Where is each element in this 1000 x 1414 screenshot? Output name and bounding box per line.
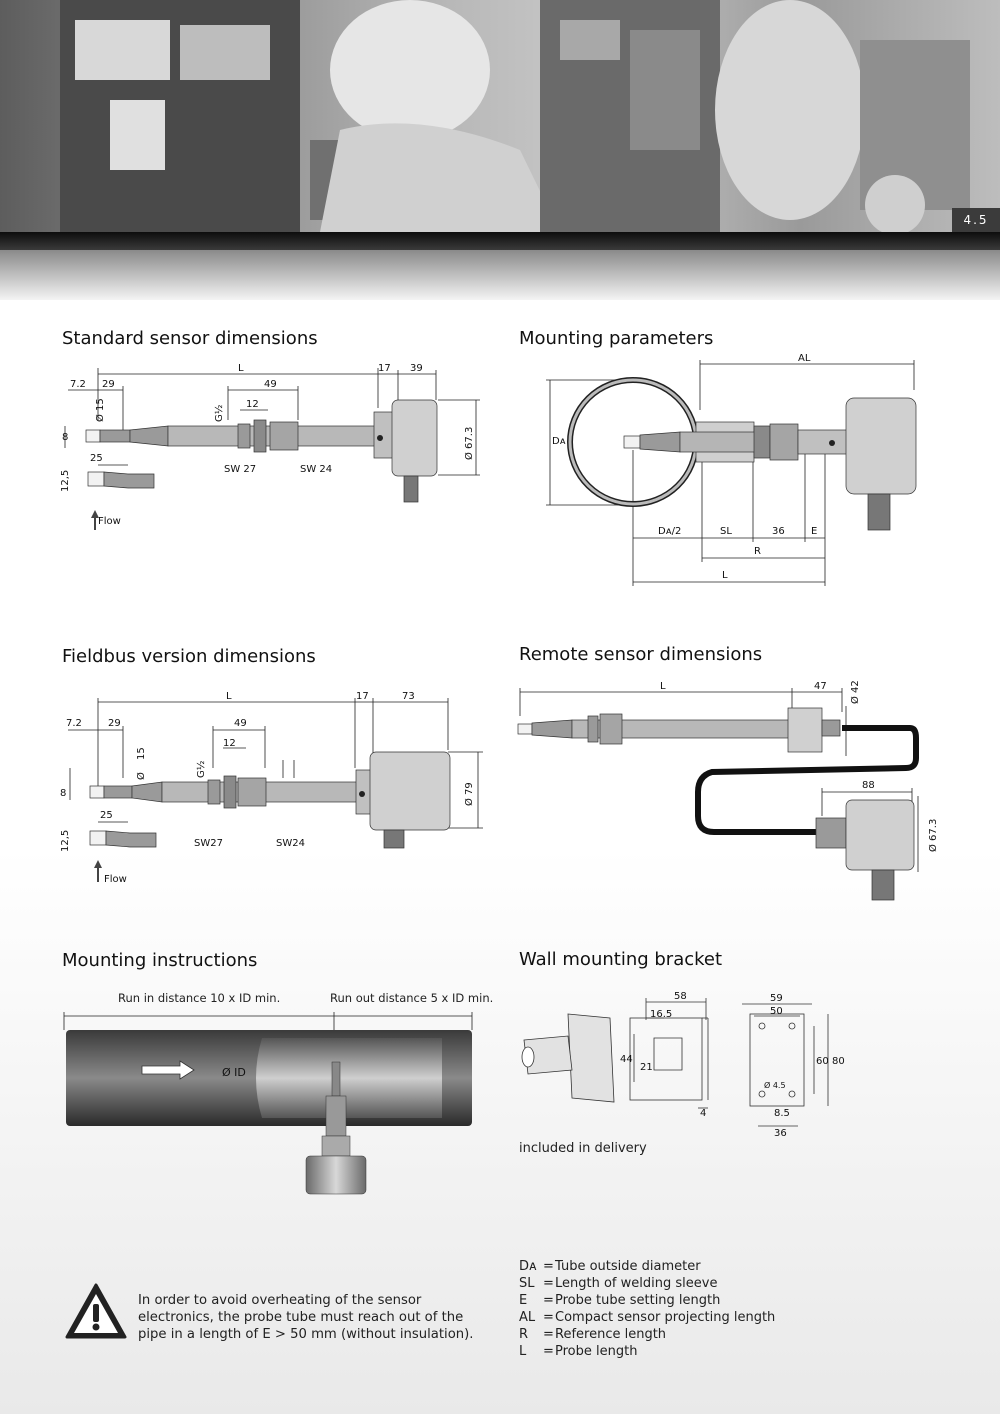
- legend-row: R = Reference length: [519, 1327, 667, 1342]
- dim-d67-3: Ø 67.3: [464, 426, 475, 460]
- dim-49: 49: [264, 379, 277, 390]
- legend-abbr: E: [519, 1293, 528, 1308]
- header-fade: [0, 250, 1000, 300]
- flow-label: Flow: [98, 516, 121, 527]
- included-in-delivery: included in delivery: [519, 1141, 647, 1156]
- legend-row: AL = Compact sensor projecting length: [519, 1310, 776, 1325]
- fb-dim-15: 15: [136, 747, 147, 760]
- mounting-parameters-drawing: [540, 350, 990, 595]
- dim-g12: G½: [214, 404, 225, 422]
- legend-row: L = Probe length: [519, 1344, 638, 1359]
- legend-row: E = Probe tube setting length: [519, 1293, 721, 1308]
- dim-d15: Ø 15: [95, 398, 106, 422]
- bracket-dim-d4-5: Ø 4.5: [764, 1081, 786, 1090]
- standard-sensor-drawing: [58, 360, 488, 530]
- wall-bracket-title: Wall mounting bracket: [519, 949, 723, 970]
- lab-photo-illustration: [0, 0, 1000, 232]
- dim-R: R: [754, 546, 761, 557]
- mounting-instructions-title: Mounting instructions: [62, 950, 258, 971]
- fb-dim-sw27: SW27: [194, 838, 223, 849]
- bracket-dim-16-5: 16.5: [650, 1009, 673, 1020]
- legend-abbr: AL: [519, 1310, 536, 1325]
- legend-text: Reference length: [555, 1327, 667, 1342]
- warning-icon: [64, 1282, 128, 1340]
- dim-DA: Dᴀ: [552, 436, 566, 447]
- dim-29: 29: [102, 379, 115, 390]
- fieldbus-title: Fieldbus version dimensions: [62, 646, 316, 667]
- bracket-dim-50: 50: [770, 1006, 783, 1017]
- dim-sw27: SW 27: [224, 464, 257, 475]
- dim-39: 39: [410, 363, 423, 374]
- header-bar: [0, 232, 1000, 250]
- dim-L: L: [238, 363, 244, 374]
- header-photo: [0, 0, 1000, 232]
- fb-dim-73: 73: [402, 691, 415, 702]
- dim-SL: SL: [720, 526, 732, 537]
- dim-L-mount: L: [722, 570, 728, 581]
- remote-dim-L: L: [660, 681, 666, 692]
- remote-sensor-drawing: [512, 676, 942, 906]
- bracket-dim-4: 4: [700, 1108, 707, 1119]
- dim-36: 36: [772, 526, 785, 537]
- dim-12-5: 12,5: [60, 469, 71, 492]
- wall-bracket-drawing: [518, 990, 848, 1138]
- fb-dim-L: L: [226, 691, 232, 702]
- fieldbus-drawing: [58, 688, 488, 888]
- bracket-dim-44: 44: [620, 1054, 633, 1065]
- legend-abbr: L: [519, 1344, 527, 1359]
- dim-7-2: 7.2: [70, 379, 86, 390]
- overheating-warning: In order to avoid overheating of the sensor electronics, the probe tube must reach out of the pipe in a length of E > 50 mm (without insulation).: [138, 1293, 474, 1342]
- legend-text: Probe length: [555, 1344, 638, 1359]
- abbreviation-legend: [519, 1258, 775, 1360]
- fb-dim-7-2: 7.2: [66, 718, 82, 729]
- bracket-dim-58: 58: [674, 991, 687, 1002]
- fb-dim-8: 8: [60, 788, 67, 799]
- legend-row: Dᴀ = Tube outside diameter: [519, 1259, 701, 1274]
- fb-dim-g12: G½: [196, 760, 207, 778]
- fb-dim-29: 29: [108, 718, 121, 729]
- standard-sensor-title: Standard sensor dimensions: [62, 328, 318, 349]
- page-number: 4.5: [952, 208, 1000, 232]
- run-out-label: Run out distance 5 x ID min.: [330, 991, 494, 1005]
- legend-abbr: R: [519, 1327, 529, 1342]
- fb-dim-sw24: SW24: [276, 838, 305, 849]
- bracket-dim-21: 21: [640, 1062, 653, 1073]
- bracket-dim-36: 36: [774, 1128, 787, 1138]
- fb-dim-49: 49: [234, 718, 247, 729]
- fb-dim-12: 12: [223, 738, 236, 749]
- dim-25: 25: [90, 453, 103, 464]
- legend-abbr: Dᴀ: [519, 1259, 537, 1274]
- remote-dim-d67-3: Ø 67.3: [928, 818, 939, 852]
- dim-DA2: Dᴀ/2: [658, 526, 682, 537]
- dim-sw24: SW 24: [300, 464, 333, 475]
- bracket-dim-59: 59: [770, 993, 783, 1004]
- dim-12: 12: [246, 399, 259, 410]
- pipe-drawing: [62, 1008, 482, 1200]
- dim-AL: AL: [798, 353, 811, 364]
- legend-text: Probe tube setting length: [555, 1293, 721, 1308]
- legend-abbr: SL: [519, 1276, 535, 1291]
- dim-E: E: [811, 526, 818, 537]
- bracket-dim-60: 60: [816, 1056, 829, 1067]
- fb-dim-d79: Ø 79: [464, 782, 475, 806]
- remote-dim-d42: Ø 42: [850, 680, 861, 704]
- run-in-label: Run in distance 10 x ID min.: [118, 991, 281, 1005]
- fb-dim-12-5: 12,5: [60, 829, 71, 852]
- bracket-dim-80: 80: [832, 1056, 845, 1067]
- legend-text: Length of welding sleeve: [555, 1276, 718, 1291]
- pipe-id-label: Ø ID: [222, 1066, 246, 1079]
- remote-dim-88: 88: [862, 780, 875, 791]
- remote-dim-47: 47: [814, 681, 827, 692]
- fb-dim-17: 17: [356, 691, 369, 702]
- legend-text: Tube outside diameter: [555, 1259, 701, 1274]
- dim-17: 17: [378, 363, 391, 374]
- fb-dim-25: 25: [100, 810, 113, 821]
- legend-text: Compact sensor projecting length: [555, 1310, 776, 1325]
- fb-flow-label: Flow: [104, 874, 127, 885]
- legend-row: SL = Length of welding sleeve: [519, 1276, 718, 1291]
- fb-dim-phi: Ø: [136, 772, 147, 780]
- dim-8: 8: [62, 432, 69, 443]
- bracket-dim-8-5: 8.5: [774, 1108, 790, 1119]
- mounting-parameters-title: Mounting parameters: [519, 328, 714, 349]
- remote-sensor-title: Remote sensor dimensions: [519, 644, 763, 665]
